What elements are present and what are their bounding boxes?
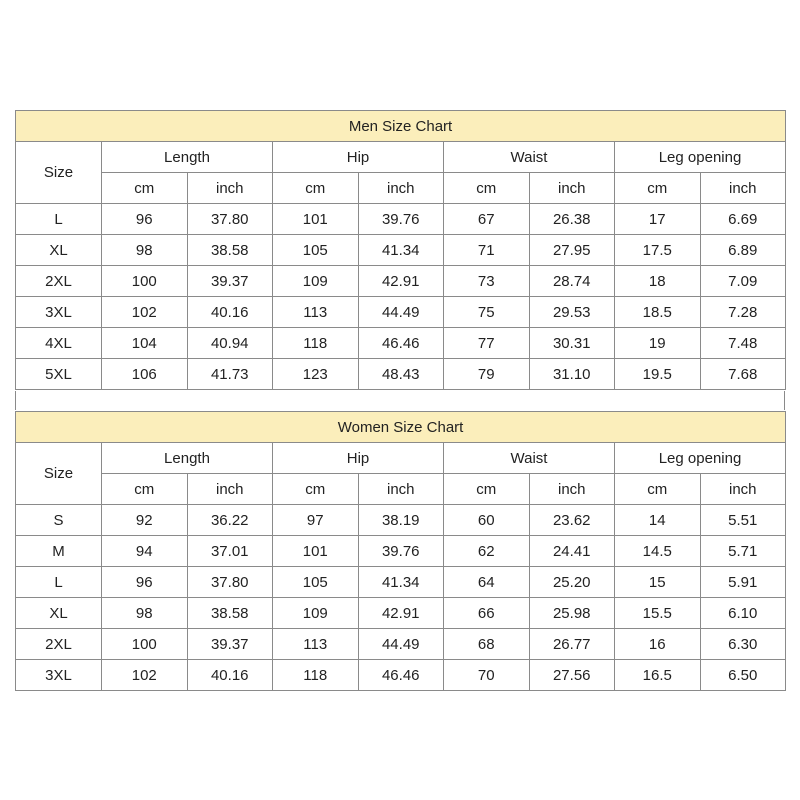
size-cell: XL [16,598,102,629]
table-cell: 27.95 [529,235,615,266]
table-cell: 96 [102,204,188,235]
table-row [16,536,786,567]
table-cell: 100 [102,629,188,660]
table-cell: 39.37 [187,629,273,660]
table-cell: 70 [444,660,530,691]
table-cell: 113 [273,297,359,328]
unit-header: cm [102,173,188,204]
table-cell: 71 [444,235,530,266]
table-cell: 40.16 [187,297,273,328]
table-cell: 7.28 [700,297,786,328]
table-cell: 26.77 [529,629,615,660]
table-cell: 68 [444,629,530,660]
table-cell: 17.5 [615,235,701,266]
unit-header: inch [529,474,615,505]
table-cell: 92 [102,505,188,536]
size-cell: L [16,567,102,598]
table-cell: 105 [273,235,359,266]
table-row [16,359,786,390]
table-cell: 94 [102,536,188,567]
size-header: Size [16,142,102,204]
table-cell: 6.30 [700,629,786,660]
table-cell: 17 [615,204,701,235]
table-cell: 39.37 [187,266,273,297]
table-cell: 18 [615,266,701,297]
unit-header: inch [700,474,786,505]
unit-header: cm [444,173,530,204]
group-header: Leg opening [615,443,786,474]
unit-header: cm [444,474,530,505]
unit-header: cm [102,474,188,505]
table-cell: 106 [102,359,188,390]
size-cell: 3XL [16,660,102,691]
chart-title: Women Size Chart [16,412,786,443]
table-cell: 40.94 [187,328,273,359]
table-cell: 46.46 [358,328,444,359]
table-cell: 46.46 [358,660,444,691]
table-row [16,567,786,598]
women-size-chart-table [15,411,786,691]
table-cell: 7.09 [700,266,786,297]
table-spacer [15,391,785,410]
table-cell: 29.53 [529,297,615,328]
table-cell: 64 [444,567,530,598]
table-cell: 16.5 [615,660,701,691]
group-header: Hip [273,142,444,173]
table-cell: 37.80 [187,567,273,598]
group-header: Hip [273,443,444,474]
table-cell: 42.91 [358,266,444,297]
table-cell: 98 [102,235,188,266]
unit-header: inch [187,173,273,204]
table-row [16,660,786,691]
title-row [16,111,786,142]
table-cell: 118 [273,660,359,691]
unit-header: inch [358,474,444,505]
table-cell: 67 [444,204,530,235]
table-cell: 109 [273,266,359,297]
table-cell: 113 [273,629,359,660]
table-cell: 75 [444,297,530,328]
table-cell: 48.43 [358,359,444,390]
unit-header: cm [615,474,701,505]
table-cell: 7.68 [700,359,786,390]
table-cell: 25.98 [529,598,615,629]
table-cell: 24.41 [529,536,615,567]
table-cell: 6.69 [700,204,786,235]
table-cell: 37.01 [187,536,273,567]
table-cell: 5.51 [700,505,786,536]
table-row [16,629,786,660]
table-row [16,297,786,328]
size-cell: 2XL [16,629,102,660]
table-cell: 27.56 [529,660,615,691]
table-cell: 118 [273,328,359,359]
table-cell: 19.5 [615,359,701,390]
group-header: Length [102,142,273,173]
table-cell: 102 [102,660,188,691]
table-row [16,235,786,266]
table-cell: 6.10 [700,598,786,629]
table-cell: 6.89 [700,235,786,266]
table-cell: 38.19 [358,505,444,536]
table-cell: 96 [102,567,188,598]
table-cell: 16 [615,629,701,660]
table-cell: 62 [444,536,530,567]
group-header-row [16,443,786,474]
table-cell: 7.48 [700,328,786,359]
table-cell: 15 [615,567,701,598]
men-size-chart-table [15,110,786,390]
unit-header-row [16,474,786,505]
table-cell: 40.16 [187,660,273,691]
table-cell: 44.49 [358,629,444,660]
table-cell: 25.20 [529,567,615,598]
size-cell: L [16,204,102,235]
table-cell: 100 [102,266,188,297]
table-cell: 23.62 [529,505,615,536]
chart-title: Men Size Chart [16,111,786,142]
table-cell: 31.10 [529,359,615,390]
unit-header: inch [700,173,786,204]
table-cell: 101 [273,536,359,567]
size-cell: 5XL [16,359,102,390]
table-cell: 77 [444,328,530,359]
unit-header: inch [187,474,273,505]
table-cell: 39.76 [358,536,444,567]
group-header: Length [102,443,273,474]
table-cell: 79 [444,359,530,390]
size-cell: 2XL [16,266,102,297]
table-cell: 14 [615,505,701,536]
table-cell: 104 [102,328,188,359]
table-cell: 102 [102,297,188,328]
table-cell: 39.76 [358,204,444,235]
size-cell: M [16,536,102,567]
table-cell: 18.5 [615,297,701,328]
size-cell: 3XL [16,297,102,328]
table-row [16,204,786,235]
group-header: Waist [444,443,615,474]
size-cell: S [16,505,102,536]
unit-header: cm [615,173,701,204]
table-cell: 41.34 [358,235,444,266]
table-cell: 109 [273,598,359,629]
group-header: Leg opening [615,142,786,173]
group-header: Waist [444,142,615,173]
table-cell: 44.49 [358,297,444,328]
table-row [16,266,786,297]
table-cell: 5.71 [700,536,786,567]
table-cell: 98 [102,598,188,629]
table-cell: 19 [615,328,701,359]
table-cell: 38.58 [187,598,273,629]
table-cell: 28.74 [529,266,615,297]
group-header-row [16,142,786,173]
unit-header-row [16,173,786,204]
table-cell: 97 [273,505,359,536]
table-cell: 5.91 [700,567,786,598]
table-cell: 60 [444,505,530,536]
table-cell: 105 [273,567,359,598]
table-cell: 14.5 [615,536,701,567]
table-cell: 66 [444,598,530,629]
title-row [16,412,786,443]
unit-header: cm [273,173,359,204]
unit-header: inch [358,173,444,204]
table-cell: 101 [273,204,359,235]
table-cell: 37.80 [187,204,273,235]
size-cell: 4XL [16,328,102,359]
table-cell: 42.91 [358,598,444,629]
unit-header: inch [529,173,615,204]
unit-header: cm [273,474,359,505]
size-cell: XL [16,235,102,266]
table-cell: 26.38 [529,204,615,235]
table-cell: 30.31 [529,328,615,359]
table-cell: 6.50 [700,660,786,691]
table-cell: 36.22 [187,505,273,536]
table-cell: 38.58 [187,235,273,266]
table-cell: 123 [273,359,359,390]
table-cell: 15.5 [615,598,701,629]
table-row [16,598,786,629]
size-header: Size [16,443,102,505]
table-row [16,505,786,536]
table-cell: 73 [444,266,530,297]
table-row [16,328,786,359]
table-cell: 41.73 [187,359,273,390]
table-cell: 41.34 [358,567,444,598]
